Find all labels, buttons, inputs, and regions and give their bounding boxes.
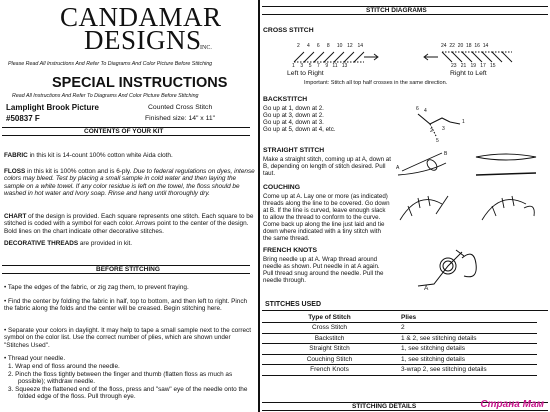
backstitch-label: 5 <box>436 138 439 144</box>
stitch-plies-cell: 1, see stitching details <box>397 344 537 355</box>
contents-heading: CONTENTS OF YOUR KIT <box>80 128 167 135</box>
stitching-details-heading: STITCHING DETAILS <box>348 403 420 410</box>
backstitch-label: 1 <box>462 119 465 125</box>
cross-stitch-title: CROSS STITCH <box>263 27 314 34</box>
fabric-label: FABRIC <box>4 152 28 159</box>
chart-text: of the design is provided. Each square represents one stitch. Each square to be stitched is coded with a symbol for each color. Arrows point to the center of the design. Bold lines on the chart indicate other decorative stitches. <box>4 213 254 235</box>
before-stitching-banner <box>2 265 250 274</box>
before-item-text: Tape the edges of the fabric, or zig zag them, to prevent fraying. <box>7 284 189 291</box>
instructions-notice: Please Read All Instructions And Refer To Diagrams And Color Picture Before Stitching <box>8 61 213 67</box>
product-number: #50837 F <box>6 114 40 123</box>
before-stitching-heading: BEFORE STITCHING <box>92 266 164 273</box>
stitches-used-table <box>262 312 537 376</box>
backstitch-label: 6 <box>416 106 419 112</box>
before-step-text: 1. Wrap end of floss around the needle. <box>8 363 120 370</box>
before-step-3 <box>8 386 256 401</box>
col-type-of-stitch: Type of Stitch <box>262 312 397 323</box>
stitch-plies-cell: 2 <box>397 323 537 334</box>
chart-paragraph <box>4 213 256 235</box>
straight-stitch-text: Make a straight stitch, coming up at A, down at B, depending on length of stitch desired. Pull taut. <box>263 156 391 177</box>
decorative-paragraph <box>4 240 256 247</box>
decorative-label: DECORATIVE THREADS <box>4 240 79 247</box>
backstitch-label: 4 <box>424 108 427 114</box>
backstitch-step: Go up at 1, down at 2. <box>263 105 324 112</box>
table-row <box>262 344 537 355</box>
backstitch-label: 2 <box>430 128 433 134</box>
stitch-plies-cell: 1, see stitching details <box>397 354 537 365</box>
before-item-4: • Thread your needle. <box>4 355 66 362</box>
stitch-diagrams-heading: STITCH DIAGRAMS <box>362 7 431 14</box>
table-row <box>262 354 537 365</box>
cross-left-caption: Left to Right <box>287 70 324 77</box>
couching-text: Come up at A. Lay one or more (as indicated) threads along the line to be covered. Go down at B. If the line is curved, leave enough slack to allow the thread to conform to the curve. Come back up along the line just laid and tie down where indicated with a tiny stitch with the same thread. <box>263 193 390 242</box>
backstitch-step: Go up at 4, down at 3. <box>263 119 324 126</box>
backstitch-label: 3 <box>442 126 445 132</box>
chart-label: CHART <box>4 213 27 220</box>
backstitch-title: BACKSTITCH <box>263 96 308 103</box>
table-row <box>262 323 537 334</box>
cross-stitch-left-diagram <box>292 50 382 64</box>
couching-diagram <box>396 186 546 230</box>
before-step-text: 3. Squeeze the flattened end of the floss, press and "saw" eye of the needle onto the folded edge of the floss. Pull through eye. <box>8 386 248 401</box>
stitch-type-cell: Cross Stitch <box>262 323 397 334</box>
stitch-type-cell: Straight Stitch <box>262 344 397 355</box>
cross-stitch-note: Important: Stitch all top half crosses in the same direction. <box>304 80 448 86</box>
backstitch-step: Go up at 3, down at 2. <box>263 112 324 119</box>
brand-logo-line1: CANDAMAR <box>60 2 222 32</box>
cross-right-bottom-numbers: 23 21 19 17 15 <box>451 63 496 69</box>
french-knots-text: Bring needle up at A. Wrap thread around needle as shown. Put needle in at A again. Pull thread snug around the needle. Pull the needle through. <box>263 256 384 284</box>
brand-logo-line2: DESIGNS <box>84 25 202 55</box>
cross-stitch-right-diagram <box>424 50 524 64</box>
backstitch-steps <box>263 105 393 133</box>
product-size: Finished size: 14" x 11" <box>145 115 216 122</box>
table-header-row <box>262 312 537 323</box>
stitch-type-cell: Couching Stitch <box>262 354 397 365</box>
backstitch-diagram <box>400 102 490 142</box>
before-step-2 <box>8 371 256 386</box>
floss-text: in this kit is 100% cotton and is 6-ply. <box>25 168 134 175</box>
straight-stitch-title: STRAIGHT STITCH <box>263 147 325 154</box>
before-item-2: • Find the center by folding the fabric in half, top to bottom, and then left to right. Pinch the fabric along the folds and the center will be creased. Begin stitching here. <box>4 298 248 313</box>
fabric-text: in this kit is 14-count 100% cotton white Aida cloth. <box>27 152 173 159</box>
before-item-3: • Separate your colors in daylight. It may help to tape a small sample next to the correct symbol on the color list. Use the correct number of plies, which are shown under "Stitches Used". <box>4 327 251 349</box>
brand-logo-suffix: INC. <box>200 45 212 51</box>
product-name: Lamplight Brook Picture <box>6 103 99 112</box>
stitch-plies-cell: 3-wrap 2, see stitching details <box>397 365 537 376</box>
french-knots-diagram <box>412 246 502 290</box>
cross-right-caption: Right to Left <box>450 70 487 77</box>
product-type: Counted Cross Stitch <box>148 104 213 111</box>
stitch-diagrams-banner <box>262 6 548 15</box>
page-subtitle: Read All Instructions And Refer To Diagrams And Color Picture Before Stitching <box>12 93 199 99</box>
cross-right-top-numbers: 24 22 20 18 16 14 <box>441 43 489 49</box>
floss-label: FLOSS <box>4 168 26 175</box>
french-knots-title: FRENCH KNOTS <box>263 247 317 254</box>
table-row <box>262 365 537 376</box>
stitches-used-rule <box>262 310 548 311</box>
contents-banner <box>2 127 250 136</box>
before-item-text: Thread your needle. <box>7 355 66 362</box>
fabric-paragraph <box>4 152 254 159</box>
before-item-text: Separate your colors in daylight. It may help to tape a small sample next to the correct symbol on the color list. Use the correct number of plies, which are shown under "Stitches Used". <box>4 327 251 349</box>
french-label-a: A <box>424 285 429 292</box>
straight-label-b: B <box>444 151 448 157</box>
page-title: SPECIAL INSTRUCTIONS <box>52 75 228 91</box>
cross-left-top-numbers: 2 4 6 8 10 12 14 <box>297 43 364 49</box>
floss-paragraph <box>4 168 256 198</box>
floss-warning: Due to federal regulations on dyes, intense colors may bleed. Test by placing a small sample in cold water and then laying the sample on a white towel. If any color residue is left on the towel, the floss should be washed in hot water and Ivory soap. Rinse and hang until thoroughly dry. <box>4 168 255 198</box>
stitch-type-cell: Backstitch <box>262 333 397 344</box>
col-plies: Plies <box>397 312 537 323</box>
table-row <box>262 333 537 344</box>
column-divider <box>258 0 260 412</box>
straight-label-a: A <box>396 165 400 171</box>
stitch-type-cell: French Knots <box>262 365 397 376</box>
before-item-text: Find the center by folding the fabric in half, top to bottom, and then left to right. Pinch the fabric along the folds and the center will be creased. Begin stitching here. <box>4 298 248 313</box>
decorative-text: are provided in kit. <box>78 240 133 247</box>
site-watermark: Страна Мам <box>480 399 544 410</box>
cross-left-bottom-numbers: 1 3 5 7 9 11 13 <box>292 63 348 69</box>
stitch-plies-cell: 1 & 2, see stitching details <box>397 333 537 344</box>
before-step-text: 2. Pinch the floss tightly between the finger and thumb (flatten floss as much as possible); withdraw needle. <box>8 371 233 386</box>
backstitch-step: Go up at 5, down at 4, etc. <box>263 126 336 133</box>
couching-title: COUCHING <box>263 184 301 191</box>
straight-stitch-diagram <box>396 147 546 183</box>
before-item-1: • Tape the edges of the fabric, or zig zag them, to prevent fraying. <box>4 284 189 291</box>
before-step-1 <box>8 363 256 370</box>
stitches-used-heading: STITCHES USED <box>265 301 322 308</box>
